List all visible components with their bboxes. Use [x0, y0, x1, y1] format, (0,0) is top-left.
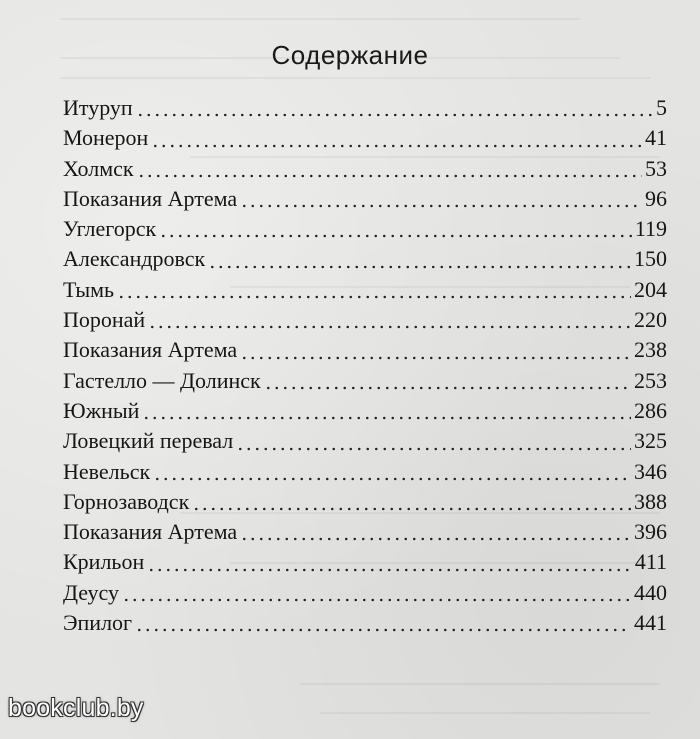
toc-entry	[63, 547, 667, 577]
toc-entry-page-number: 150	[634, 246, 667, 272]
toc-entry-title: Горнозаводск	[63, 488, 190, 514]
dot-leader	[264, 385, 631, 391]
toc-entry	[63, 608, 667, 638]
toc-entry-page-number: 238	[634, 337, 667, 363]
toc-entry	[63, 487, 667, 517]
toc-entry	[63, 366, 667, 396]
toc-entry-page-number: 220	[634, 307, 667, 333]
toc-entry-title: Поронай	[63, 307, 146, 333]
dot-leader	[240, 355, 631, 361]
toc-entry-title: Александровск	[63, 246, 206, 272]
toc-entry	[63, 275, 667, 305]
toc-entry-title: Показания Артема	[63, 519, 238, 545]
toc-entry-page-number: 286	[634, 397, 667, 423]
toc-entry-title: Гастелло — Долинск	[63, 367, 261, 393]
toc-entry	[63, 305, 667, 335]
toc-entry	[63, 244, 667, 274]
toc-entry	[63, 154, 667, 184]
dot-leader	[151, 143, 642, 149]
toc-entry-title: Показания Артема	[63, 185, 238, 211]
dot-leader	[153, 476, 631, 482]
toc-entry-title: Тымь	[63, 276, 115, 302]
contents-heading: Содержание	[271, 40, 429, 70]
toc-entry-title: Итуруп	[63, 95, 133, 120]
toc-entry	[63, 214, 667, 244]
dot-leader	[159, 233, 632, 239]
toc-entry	[63, 396, 667, 426]
dot-leader	[137, 173, 642, 179]
toc-entry	[63, 123, 667, 153]
toc-entry-page-number: 96	[645, 185, 667, 211]
toc-entry	[63, 457, 667, 487]
toc-entry-page-number: 204	[634, 276, 667, 302]
dot-leader	[236, 446, 631, 452]
toc-entry-title: Ловецкий перевал	[63, 428, 234, 454]
toc-entry	[63, 517, 667, 547]
bleed-through-line	[60, 77, 650, 79]
toc-entry-title: Крильон	[63, 549, 145, 575]
watermark: bookclub.by	[8, 694, 144, 722]
bleed-through-line	[320, 712, 650, 714]
dot-leader	[136, 112, 653, 118]
bleed-through-line	[60, 18, 580, 20]
toc-entry-page-number: 388	[634, 488, 667, 514]
toc-entry-title: Монерон	[63, 125, 149, 151]
toc-entry-page-number: 253	[634, 367, 667, 393]
dot-leader	[135, 627, 631, 633]
table-of-contents	[63, 93, 667, 638]
toc-entry-page-number: 41	[645, 125, 667, 151]
dot-leader	[208, 264, 631, 270]
toc-entry-title: Углегорск	[63, 216, 157, 242]
toc-entry-title: Южный	[63, 397, 140, 423]
dot-leader	[192, 506, 631, 512]
toc-entry	[63, 93, 667, 123]
bleed-through-line	[300, 683, 660, 685]
toc-entry-title: Эпилог	[63, 610, 133, 636]
toc-entry-page-number: 441	[634, 610, 667, 636]
dot-leader	[122, 597, 631, 603]
toc-entry-title: Показания Артема	[63, 337, 238, 363]
toc-entry	[63, 578, 667, 608]
toc-entry-page-number: 396	[634, 519, 667, 545]
toc-entry-title: Холмск	[63, 155, 134, 181]
toc-entry-title: Невельск	[63, 458, 151, 484]
toc-entry	[63, 426, 667, 456]
toc-entry-title: Деусу	[63, 579, 119, 605]
dot-leader	[147, 567, 632, 573]
toc-entry-page-number: 119	[634, 216, 667, 242]
dot-leader	[117, 294, 631, 300]
toc-entry-page-number: 411	[634, 549, 667, 575]
toc-entry-page-number: 440	[634, 579, 667, 605]
toc-entry-page-number: 53	[645, 155, 667, 181]
toc-entry	[63, 335, 667, 365]
toc-entry-page-number: 5	[656, 95, 667, 120]
toc-entry-page-number: 346	[634, 458, 667, 484]
dot-leader	[142, 415, 631, 421]
dot-leader	[240, 203, 642, 209]
toc-entry-page-number: 325	[634, 428, 667, 454]
dot-leader	[240, 536, 631, 542]
toc-entry	[63, 184, 667, 214]
dot-leader	[148, 324, 631, 330]
